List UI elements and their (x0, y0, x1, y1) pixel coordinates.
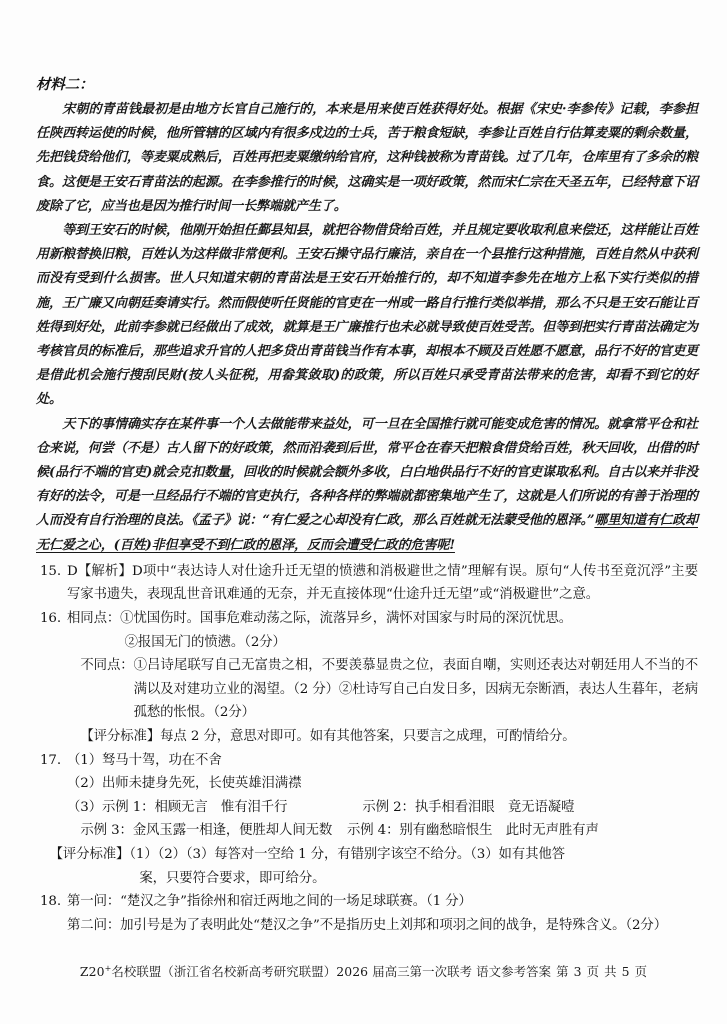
footer-title: 名校联盟（浙江省名校新高考研究联盟）2026 届高三第一次联考 语文参考答案 (111, 964, 552, 979)
diff-points-row (67, 654, 698, 725)
answer-number-16: 16. (40, 611, 61, 627)
footer-page-label-first: 第 (556, 964, 569, 979)
answer-body-18 (67, 890, 698, 937)
answer-18-question-1: 第一问：“楚汉之争”指徐州和宿迁两地之间的一场足球联赛。（1 分） (67, 894, 472, 910)
translation-paragraph-2: 等到王安石的时候，他刚开始担任鄞县知县，就把谷物借贷给百姓，并且规定要收取利息来偿还，这样能让百姓用新粮替换旧粮，百姓认为这样做非常便利。王安石操守品行廉洁，亲自在一个县推行这种措施，百姓自然从中获利而没有受到什么损害。世人只知道宋朝的青苗法是王安石开始推行的，却不知道李参先在地方上私下实行类似的措施，王广廉又向朝廷奏请实行。然而假使听任贤能的官吏在一州或一路自行推行类似举措，那么不只是王安石能让百姓得到好处，此前李参就已经做出了成效，就算是王广廉推行也未必就导致使百姓受苦。但等到把实行青苗法确定为考核官员的标准后，那些追求升官的人把多贷出青苗钱当作有本事，却根本不顾及百姓愿不愿意，品行不好的官吏更是借此机会施行搜刮民财(按人头征税，用畚箕敛取)的政策，所以百姓只承受青苗法带来的危害，却看不到它的好处。 (36, 223, 698, 408)
answer-17-sub1: （1）驽马十驾，功在不舍 (67, 752, 222, 768)
answer-17-sub3-line1 (67, 796, 698, 820)
answer-key-list (36, 560, 698, 938)
answer-17-example-4: 示例 4：别有幽愁暗恨生 此时无声胜有声 (346, 823, 599, 839)
footer-page-current: 3 (573, 964, 582, 979)
footer-page-label-total: 共 (604, 964, 617, 979)
same-point-2: ②报国无门的愤懑。（2分） (124, 634, 286, 650)
answer-17-example-3: 示例 3：金风玉露一相逢，便胜却人间无数 (80, 823, 333, 839)
answer-number-18: 18. (40, 894, 61, 910)
footer-alliance-code: Z20 (79, 964, 105, 979)
footer-page-unit-1: 页 (586, 964, 600, 979)
same-points-row (67, 607, 698, 631)
answer-body-16 (67, 607, 698, 749)
diff-points-label: 不同点： (80, 658, 134, 674)
answer-18-question-2: 第二问：加引号是为了表明此处“楚汉之争”不是指历史上刘邦和项羽之间的战争，是特殊含义。（2分） (67, 917, 667, 933)
translation-paragraph-3-lead: 天下的事情确实存在某件事一个人去做能带来益处，可一旦在全国推行就可能变成危害的情况。就拿常平仓和社仓来说，何尝（不是）古人留下的好政策，然而沿袭到后世，常平仓在春天把粮食借贷给百姓，秋天回收，出借的时候(品行不端的官吏)就会克扣数量，回收的时候就会额外多收，白白地供品行不好的官吏谋取私利。自古以来并非没有好的法令，可是一旦经品行不端的官吏执行，各种各样的弊端就都密集地产生了，这就是人们所说的有善于治理的人而没有自行治理的良法。《孟子》说：“有仁爱之心却没有仁政，那么百姓就无法蒙受他的恩泽。” (36, 416, 698, 529)
same-points-label: 相同点： (67, 611, 121, 627)
footer-superscript: + (104, 963, 112, 973)
answer-17-sub3-line2 (67, 819, 698, 843)
answer-17-example-1: （3）示例 1：相顾无言 惟有泪千行 (67, 799, 288, 815)
answer-number-17: 17. (40, 752, 61, 768)
answer-item-18 (36, 890, 698, 937)
answer-item-15 (36, 560, 698, 607)
footer-page-total: 5 (621, 964, 630, 979)
translation-paragraph-3 (36, 413, 698, 558)
scoring-criteria-17-line2: 案，只要符合要求，即可给分。 (139, 870, 326, 886)
same-point-1: ①忧国伤时。国事危难动荡之际，流落异乡，满怀对国家与时局的深沉忧思。 (120, 611, 573, 627)
material-two-heading: 材料二： (36, 76, 94, 93)
answer-item-17 (36, 749, 698, 891)
answer-17-example-2: 示例 2：执手相看泪眼 竟无语凝噎 (362, 799, 575, 815)
classical-translation-body (36, 98, 698, 558)
diff-points-text: ①吕诗尾联写自己无富贵之相，不要羡慕显贵之位，表面自嘲，实则还表达对朝廷用人不当的不满以及对建功立业的渴望。（2 分）②杜诗写自己白发日多，因病无奈断酒，表达人生暮年，老病孤愁的怅恨。（2分） (133, 658, 698, 721)
page-footer (0, 962, 727, 980)
scoring-criteria-17-line1: 【评分标准】（1）（2）（3）每答对一空给 1 分，有错别字该空不给分。（3）如有其他答 (49, 846, 565, 862)
translation-underlined-sentence: 哪里知道有仁政却无仁爱之心，(百姓)非但享受不到仁政的恩泽，反而会遭受仁政的危害呢! (36, 513, 698, 553)
answer-item-16 (36, 607, 698, 749)
page-content (36, 74, 698, 937)
translation-paragraph-1: 宋朝的青苗钱最初是由地方长官自己施行的，本来是用来使百姓获得好处。根据《宋史·李参传》记载，李参担任陕西转运使的时候，他所管辖的区域内有很多戍边的士兵，苦于粮食短缺，李参让百姓自行估算麦粟的剩余数量，先把钱贷给他们，等麦粟成熟后，百姓再把麦粟缴纳给官府，这种钱被称为青苗钱。过了几年，仓库里有了多余的粮食。这便是王安石青苗法的起源。在李参推行的时候，这确实是一项好政策，然而宋仁宗在天圣五年，已经特意下诏废除了它，应当也是因为推行时间一长弊端就产生了。 (36, 102, 698, 214)
answer-body-15: D【解析】D项中“表达诗人对仕途升迁无望的愤懑和消极避世之情”理解有误。原句“人传书至竟沉浮”主要写家书遗失，表现乱世音讯难通的无奈，并无直接体现“仕途升迁无望”或“消极避世”之意。 (67, 563, 698, 603)
footer-page-unit-2: 页 (634, 964, 648, 979)
answer-17-sub2: （2）出师未捷身先死，长使英雄泪满襟 (67, 776, 302, 792)
scoring-criteria-16: 【评分标准】每点 2 分，意思对即可。如有其他答案，只要言之成理，可酌情给分。 (80, 729, 576, 745)
answer-number-15: 15. (40, 563, 61, 579)
